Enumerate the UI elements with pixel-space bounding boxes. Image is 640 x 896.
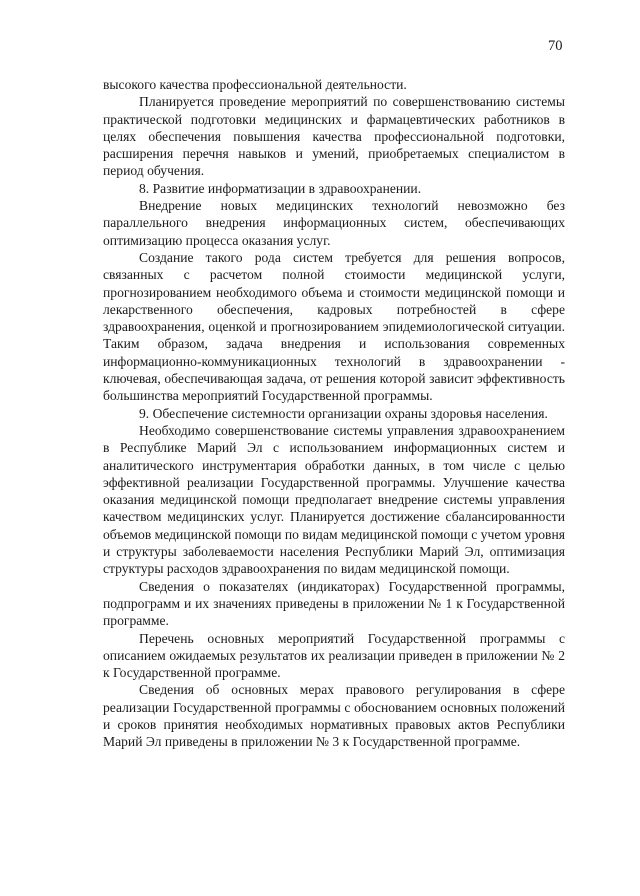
paragraph: Планируется проведение мероприятий по совершенствованию системы практической подготовки медицинских и фармацевтических работников в целях обеспечения повышения качества профессиональной подготовки, расширения перечня навыков и умений, приобретаемых специалистом в период обучения. xyxy=(103,94,565,179)
section-heading: 9. Обеспечение системности организации охраны здоровья населения. xyxy=(139,405,548,421)
paragraph: Перечень основных мероприятий Государственной программы с описанием ожидаемых результатов их реализации приведен в приложении № 2 к Государственной программе. xyxy=(103,630,565,681)
body-text xyxy=(103,76,565,751)
paragraph: Необходимо совершенствование системы управления здравоохранением в Республике Марий Эл с использованием информационных систем и аналитического инструментария обработки данных, в том числе с целью эффективной реализации Государственной программы. Улучшение качества оказания медицинской помощи предполагает внедрение системы управления качеством медицинских услуг. Планируется достижение сбалансированности объемов медицинской помощи по видам медицинской помощи с учетом уровня и структуры заболеваемости населения Республики Марий Эл, оптимизация структуры расходов здравоохранения по видам медицинской помощи. xyxy=(103,422,565,577)
page-number: 70 xyxy=(548,38,563,54)
section-heading: 8. Развитие информатизации в здравоохранении. xyxy=(139,180,422,196)
paragraph: Создание такого рода систем требуется для решения вопросов, связанных с расчетом полной стоимости медицинской услуги, прогнозированием необходимого объема и стоимости медицинской помощи и лекарственного обеспечения, кадровых потребностей в сфере здравоохранения, оценкой и прогнозированием эпидемиологической ситуации. Таким образом, задача внедрения и использования современных информационно-коммуникационных технологий в здравоохранении - ключевая, обеспечивающая задача, от решения которой зависит эффективность большинства мероприятий Государственной программы. xyxy=(103,249,565,404)
paragraph: Сведения о показателях (индикаторах) Государственной программы, подпрограмм и их значениях приведены в приложении № 1 к Государственной программе. xyxy=(103,578,565,629)
paragraph: Сведения об основных мерах правового регулирования в сфере реализации Государственной программы с обоснованием основных положений и сроков принятия необходимых нормативных правовых актов Республики Марий Эл приведены в приложении № 3 к Государственной программе. xyxy=(103,682,565,750)
paragraph: высокого качества профессиональной деятельности. xyxy=(103,77,407,92)
paragraph: Внедрение новых медицинских технологий невозможно без параллельного внедрения информационных систем, обеспечивающих оптимизацию процесса оказания услуг. xyxy=(103,198,565,248)
